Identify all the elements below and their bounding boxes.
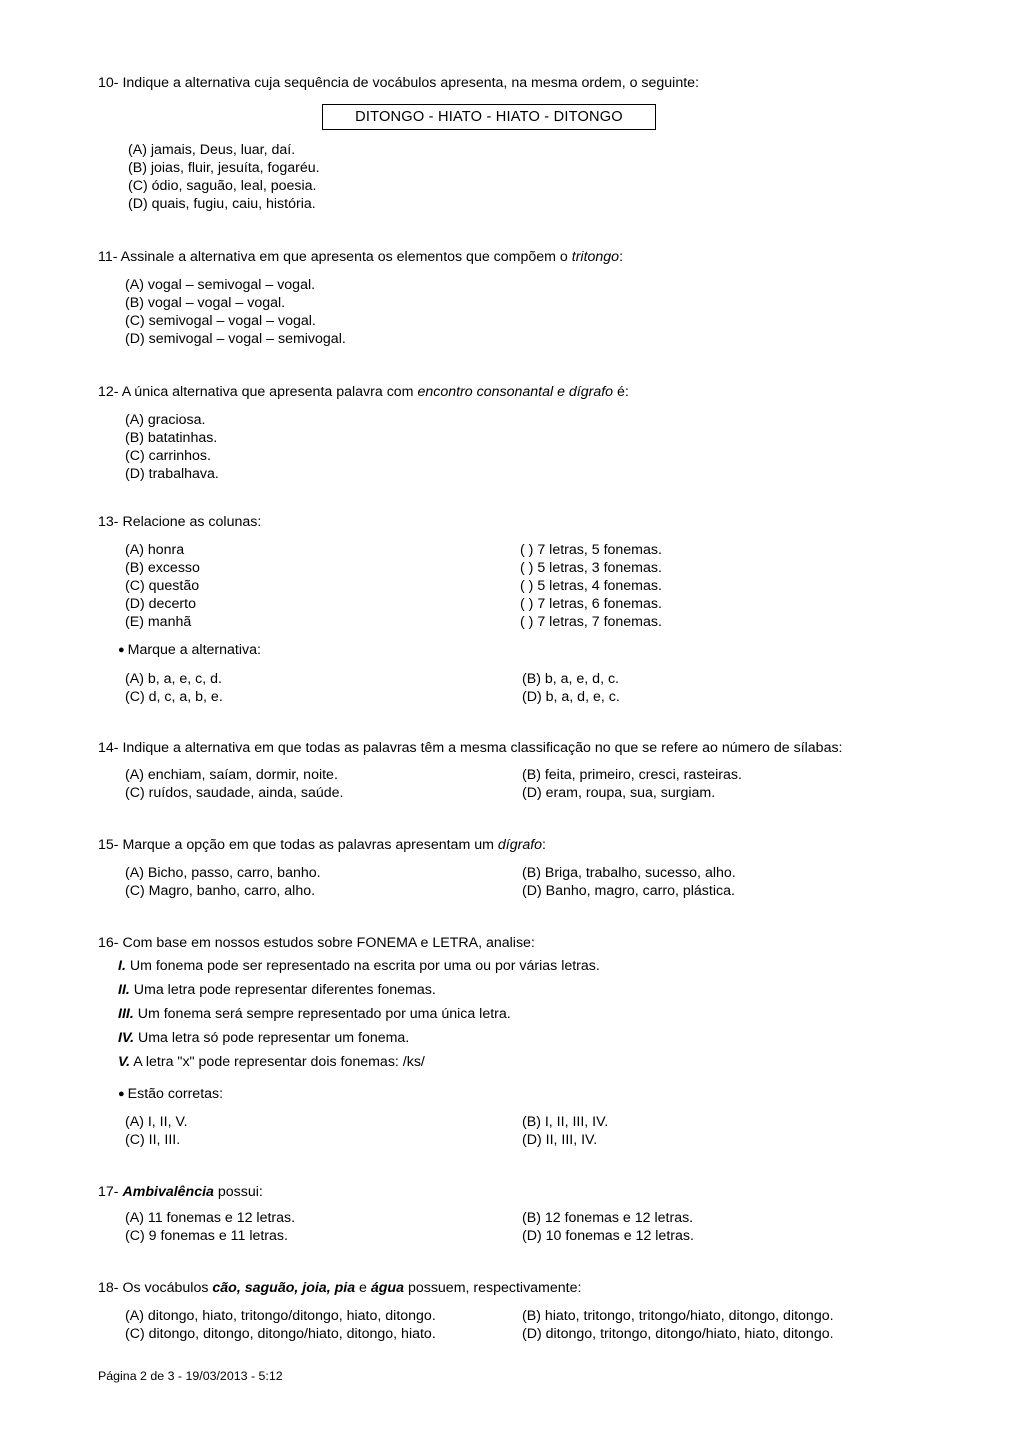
question-13-left-item-e[interactable]: (E) manhã <box>125 614 192 630</box>
question-10-box-text: DITONGO - HIATO - HIATO - DITONGO <box>355 109 623 125</box>
question-15-stem <box>98 836 546 854</box>
question-16-stem <box>98 934 535 952</box>
question-16-statement-iv <box>118 1029 409 1047</box>
statement-label-ii: II. <box>118 982 130 998</box>
question-13-option-d[interactable]: (D) b, a, d, e, c. <box>522 689 620 705</box>
question-16-instruction <box>118 1085 223 1103</box>
question-14-option-d[interactable]: (D) eram, roupa, sua, surgiam. <box>522 785 716 801</box>
question-10-stem <box>98 74 699 92</box>
question-18-text-mid: e <box>355 1280 371 1296</box>
question-13-option-b[interactable]: (B) b, a, e, d, c. <box>522 671 619 687</box>
question-13-left-item-c[interactable]: (C) questão <box>125 578 200 594</box>
statement-text-ii: Uma letra pode representar diferentes fonemas. <box>129 982 436 998</box>
question-15-text-pre: Marque a opção em que todas as palavras apresentam um <box>122 837 498 853</box>
question-18-number: 18- <box>98 1280 119 1296</box>
question-12-option-c[interactable]: (C) carrinhos. <box>125 448 211 464</box>
question-17-stem <box>98 1183 263 1201</box>
question-11-number: 11- <box>98 249 118 265</box>
question-12-text-pre: A única alternativa que apresenta palavra com <box>121 384 418 400</box>
question-13-right-item-3[interactable]: ( ) 5 letras, 4 fonemas. <box>520 578 662 594</box>
question-15-option-c[interactable]: (C) Magro, banho, carro, alho. <box>125 883 316 899</box>
question-14-option-a[interactable]: (A) enchiam, saíam, dormir, noite. <box>125 767 338 783</box>
question-14-stem <box>98 739 843 757</box>
question-13-right-item-1[interactable]: ( ) 7 letras, 5 fonemas. <box>520 542 662 558</box>
statement-text-iv: Uma letra só pode representar um fonema. <box>134 1030 410 1046</box>
question-18-text-post: possuem, respectivamente: <box>404 1280 582 1296</box>
question-12-term: encontro consonantal e dígrafo <box>417 384 614 400</box>
question-12-number: 12- <box>98 384 119 400</box>
question-15-option-d[interactable]: (D) Banho, magro, carro, plástica. <box>522 883 735 899</box>
question-18-stem <box>98 1279 581 1297</box>
question-14-option-b[interactable]: (B) feita, primeiro, cresci, rasteiras. <box>522 767 742 783</box>
question-10-option-d[interactable]: (D) quais, fugiu, caiu, história. <box>128 196 316 212</box>
question-17-option-d[interactable]: (D) 10 fonemas e 12 letras. <box>522 1228 694 1244</box>
question-17-term: Ambivalência <box>122 1184 214 1200</box>
question-14-option-c[interactable]: (C) ruídos, saudade, ainda, saúde. <box>125 785 344 801</box>
question-11-option-a[interactable]: (A) vogal – semivogal – vogal. <box>125 277 316 293</box>
question-18-option-d[interactable]: (D) ditongo, tritongo, ditongo/hiato, hiato, ditongo. <box>522 1326 834 1342</box>
question-13-right-item-4[interactable]: ( ) 7 letras, 6 fonemas. <box>520 596 662 612</box>
question-18-text-pre: Os vocábulos <box>122 1280 213 1296</box>
question-16-option-d[interactable]: (D) II, III, IV. <box>522 1132 598 1148</box>
question-16-number: 16- <box>98 935 119 951</box>
question-16-statement-v <box>118 1053 425 1071</box>
question-10-option-c[interactable]: (C) ódio, saguão, leal, poesia. <box>128 178 317 194</box>
question-10-option-a[interactable]: (A) jamais, Deus, luar, daí. <box>128 142 296 158</box>
question-17-option-a[interactable]: (A) 11 fonemas e 12 letras. <box>125 1210 296 1226</box>
question-10-number: 10- <box>98 75 119 91</box>
question-12-text-post: é: <box>613 384 629 400</box>
question-13-option-c[interactable]: (C) d, c, a, b, e. <box>125 689 223 705</box>
question-12-option-b[interactable]: (B) batatinhas. <box>125 430 218 446</box>
question-13-left-item-d[interactable]: (D) decerto <box>125 596 196 612</box>
question-13-text: Relacione as colunas: <box>122 514 262 530</box>
question-13-stem <box>98 513 261 531</box>
question-14-text: Indique a alternativa em que todas as palavras têm a mesma classificação no que se refere ao número de sílabas: <box>122 740 843 756</box>
question-17-number: 17- <box>98 1184 119 1200</box>
question-18-terms: cão, saguão, joia, pia <box>212 1280 356 1296</box>
statement-label-iv: IV. <box>118 1030 135 1046</box>
question-10-text: Indique a alternativa cuja sequência de vocábulos apresenta, na mesma ordem, o seguinte: <box>122 75 700 91</box>
question-16-statement-i <box>118 957 600 975</box>
question-16-instruction-text: Estão corretas: <box>127 1086 224 1102</box>
question-18-option-c[interactable]: (C) ditongo, ditongo, ditongo/hiato, ditongo, hiato. <box>125 1326 436 1342</box>
question-11-text-pre: Assinale a alternativa em que apresenta os elementos que compõem o <box>120 249 572 265</box>
question-15-option-a[interactable]: (A) Bicho, passo, carro, banho. <box>125 865 321 881</box>
question-18-option-a[interactable]: (A) ditongo, hiato, tritongo/ditongo, hiato, ditongo. <box>125 1308 436 1324</box>
question-17-option-b[interactable]: (B) 12 fonemas e 12 letras. <box>522 1210 694 1226</box>
question-16-statement-ii <box>118 981 436 999</box>
question-11-option-c[interactable]: (C) semivogal – vogal – vogal. <box>125 313 316 329</box>
question-12-option-d[interactable]: (D) trabalhava. <box>125 466 219 482</box>
statement-label-v: V. <box>118 1054 131 1070</box>
question-11-term: tritongo <box>571 249 620 265</box>
question-18-option-b[interactable]: (B) hiato, tritongo, tritongo/hiato, ditongo, ditongo. <box>522 1308 834 1324</box>
bullet-icon: ● <box>118 644 125 656</box>
bullet-icon: ● <box>118 1088 125 1100</box>
question-15-text-post: : <box>542 837 546 853</box>
question-13-option-a[interactable]: (A) b, a, e, c, d. <box>125 671 222 687</box>
question-16-option-b[interactable]: (B) I, II, III, IV. <box>522 1114 609 1130</box>
question-11-option-d[interactable]: (D) semivogal – vogal – semivogal. <box>125 331 346 347</box>
question-13-number: 13- <box>98 514 119 530</box>
statement-label-i: I. <box>118 958 126 974</box>
question-11-option-b[interactable]: (B) vogal – vogal – vogal. <box>125 295 286 311</box>
question-17-text-post: possui: <box>213 1184 263 1200</box>
question-14-number: 14- <box>98 740 119 756</box>
question-13-instruction <box>118 641 261 659</box>
question-13-left-item-a[interactable]: (A) honra <box>125 542 185 558</box>
question-18-term-last: água <box>370 1280 404 1296</box>
question-13-left-item-b[interactable]: (B) excesso <box>125 560 200 576</box>
question-13-right-item-2[interactable]: ( ) 5 letras, 3 fonemas. <box>520 560 662 576</box>
question-16-text: Com base em nossos estudos sobre FONEMA e LETRA, analise: <box>122 935 535 951</box>
question-17-option-c[interactable]: (C) 9 fonemas e 11 letras. <box>125 1228 288 1244</box>
statement-text-i: Um fonema pode ser representado na escrita por uma ou por várias letras. <box>125 958 600 974</box>
question-15-term: dígrafo <box>497 837 543 853</box>
question-15-number: 15- <box>98 837 119 853</box>
question-15-option-b[interactable]: (B) Briga, trabalho, sucesso, alho. <box>522 865 736 881</box>
question-16-option-a[interactable]: (A) I, II, V. <box>125 1114 188 1130</box>
question-16-option-c[interactable]: (C) II, III. <box>125 1132 181 1148</box>
statement-text-v: A letra "x" pode representar dois fonemas: /ks/ <box>130 1054 425 1070</box>
question-12-option-a[interactable]: (A) graciosa. <box>125 412 206 428</box>
page-footer: Página 2 de 3 - 19/03/2013 - 5:12 <box>98 1369 283 1383</box>
question-13-right-item-5[interactable]: ( ) 7 letras, 7 fonemas. <box>520 614 662 630</box>
statement-label-iii: III. <box>118 1006 134 1022</box>
question-16-statement-iii <box>118 1005 511 1023</box>
question-11-text-post: : <box>619 249 624 265</box>
question-11-stem <box>98 248 623 266</box>
question-10-option-b[interactable]: (B) joias, fluir, jesuíta, fogaréu. <box>128 160 320 176</box>
question-13-instruction-text: Marque a alternativa: <box>127 642 261 658</box>
statement-text-iii: Um fonema será sempre representado por uma única letra. <box>133 1006 511 1022</box>
question-10-highlight-box <box>322 104 656 130</box>
question-12-stem <box>98 383 629 401</box>
